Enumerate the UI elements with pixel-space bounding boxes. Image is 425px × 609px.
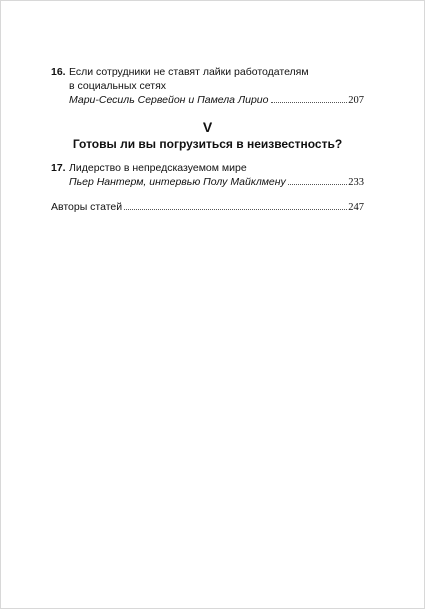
toc-entry-number: 17. bbox=[51, 162, 66, 174]
toc-entry-title-continuation: в социальных сетях bbox=[69, 80, 167, 92]
toc-entry-page-number: 207 bbox=[348, 95, 364, 106]
section-number: V bbox=[202, 119, 213, 135]
toc-entry-author: Мари-Сесиль Сервейон и Памела Лирио bbox=[69, 94, 269, 106]
section-title: Готовы ли вы погрузиться в неизвестность? bbox=[72, 137, 343, 151]
toc-entry-author-row bbox=[51, 93, 364, 108]
toc-entry-page-number: 233 bbox=[348, 177, 364, 188]
toc-entry-authors bbox=[51, 201, 364, 213]
toc-entry-page-number: 247 bbox=[348, 202, 364, 213]
toc-entry-17 bbox=[51, 161, 364, 190]
toc-entry-title: Авторы статей bbox=[51, 201, 123, 213]
toc-entry-title: Лидерство в непредсказуемом мире bbox=[69, 162, 247, 174]
toc-entry-number: 16. bbox=[51, 66, 66, 78]
dot-leader bbox=[124, 208, 347, 210]
dot-leader bbox=[288, 183, 347, 185]
toc-entry-author: Пьер Нантерм, интервью Полу Майклмену bbox=[69, 176, 286, 188]
toc-entry-17-title-row bbox=[51, 161, 364, 175]
toc-entry-author-row bbox=[51, 175, 364, 190]
toc-entry-title: Если сотрудники не ставят лайки работодателям bbox=[69, 66, 309, 78]
toc-entry-16-title-row bbox=[51, 65, 364, 79]
dot-leader bbox=[271, 101, 348, 103]
toc-entry-16 bbox=[51, 65, 364, 108]
